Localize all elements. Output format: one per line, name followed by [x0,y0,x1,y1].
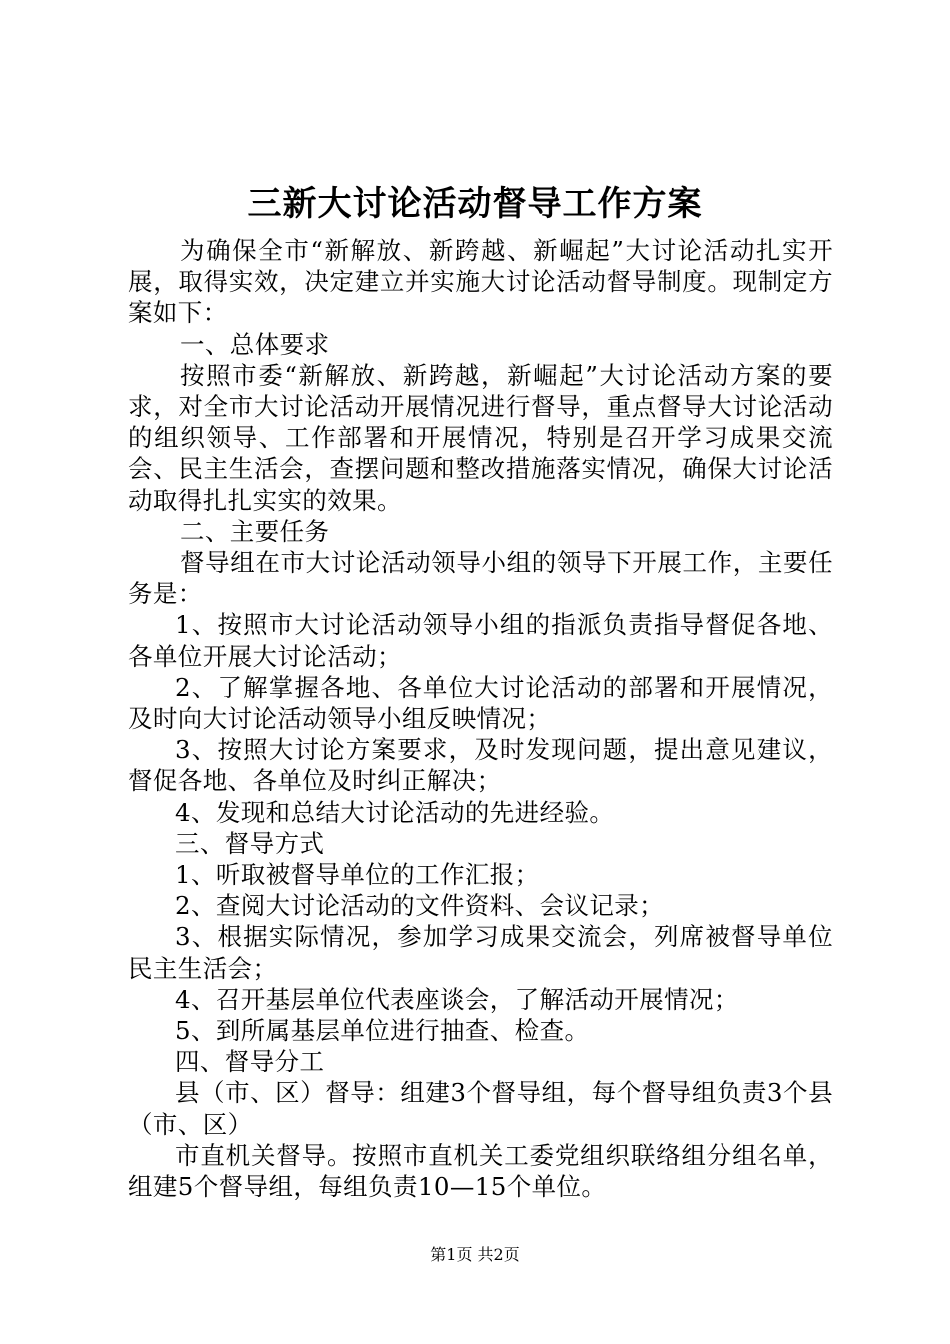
document-body [128,235,833,1202]
list-item-method-1: 1、听取被督导单位的工作汇报； [175,860,540,890]
list-item-method-5: 5、到所属基层单位进行抽查、检查。 [175,1016,590,1046]
list-item-task-2: 2、了解掌握各地、各单位大讨论活动的部署和开展情况，及时向大讨论活动领导小组反映情况； [128,672,833,734]
paragraph-main-tasks: 督导组在市大讨论活动领导小组的领导下开展工作，主要任务是： [128,548,833,609]
section-heading-3: 三、督导方式 [175,828,325,858]
paragraph-city-organs-supervision: 市直机关督导。按照市直机关工委党组织联络组分组名单，组建5个督导组，每组负责10—15个单位。 [128,1140,833,1202]
section-heading-2: 二、主要任务 [180,516,330,546]
section-heading-1: 一、总体要求 [180,329,330,359]
list-item-method-3: 3、根据实际情况，参加学习成果交流会，列席被督导单位民主生活会； [128,922,833,983]
list-item-task-4: 4、发现和总结大讨论活动的先进经验。 [175,797,615,827]
document-title: 三新大讨论活动督导工作方案 [247,184,703,224]
section-heading-4: 四、督导分工 [175,1047,325,1077]
paragraph-intro: 为确保全市“新解放、新跨越、新崛起”大讨论活动扎实开展，取得实效，决定建立并实施大讨论活动督导制度。现制定方案如下： [128,236,833,328]
list-item-method-4: 4、召开基层单位代表座谈会，了解活动开展情况； [175,984,739,1014]
paragraph-county-supervision: 县（市、区）督导：组建3个督导组，每个督导组负责3个县（市、区） [128,1078,833,1139]
list-item-task-3: 3、按照大讨论方案要求，及时发现问题，提出意见建议，督促各地、各单位及时纠正解决； [128,735,833,796]
page-footer: 第1页 共2页 [430,1245,520,1264]
list-item-method-2: 2、查阅大讨论活动的文件资料、会议记录； [175,891,665,921]
paragraph-overall-requirements: 按照市委“新解放、新跨越，新崛起”大讨论活动方案的要求，对全市大讨论活动开展情况进行督导，重点督导大讨论活动的组织领导、工作部署和开展情况，特别是召开学习成果交流会、民主生活会，查摆问题和整改措施落实情况，确保大讨论活动取得扎扎实实的效果。 [128,360,833,515]
list-item-task-1: 1、按照市大讨论活动领导小组的指派负责指导督促各地、各单位开展大讨论活动； [128,610,833,671]
